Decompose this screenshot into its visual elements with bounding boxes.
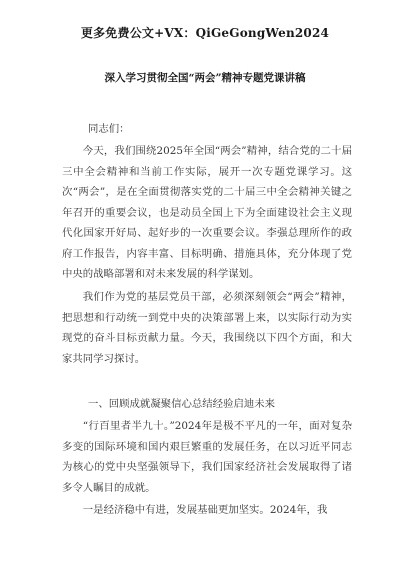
section-heading: 一、回顾成就凝聚信心总结经验启迪未来 bbox=[88, 398, 276, 410]
salutation: 同志们： bbox=[88, 123, 130, 135]
paragraph-4 bbox=[62, 500, 352, 521]
paragraph-3 bbox=[62, 416, 352, 498]
paragraph-1 bbox=[62, 141, 352, 285]
paragraph-2 bbox=[62, 287, 352, 369]
paragraph-text: “行百里者半九十。”2024年是极不平凡的一年，面对复杂多变的国际环境和国内艰巨繁重的发展任务，在以习近平同志为核心的党中央坚强领导下，我们国家经济社会发展取得了诸多令人瞩目的成就。 bbox=[62, 420, 352, 494]
paragraph-text: 今天，我们围绕2025年全国“两会”精神，结合党的二十届三中全会精神和当前工作实际，展开一次专题党课学习。这次“两会”，是在全面贯彻落实党的二十届三中全会精神关键之年召开的重要会议，也是动员全国上下为全面建设社会主义现代化国家开好局、起好步的一次重要会议。李强总理所作的政府工作报告，内容丰富、目标明确、措施具体，充分体现了党中央的战略部署和对未来发展的科学谋划。 bbox=[62, 145, 352, 280]
paragraph-text: 一是经济稳中有进，发展基础更加坚实。2024年，我 bbox=[82, 504, 328, 516]
document-title: 深入学习贯彻全国“两会”精神专题党课讲稿 bbox=[104, 72, 306, 84]
header-watermark: 更多免费公文+VX：QiGeGongWen2024 bbox=[80, 26, 330, 40]
paragraph-text: 我们作为党的基层党员干部，必须深刻领会“两会”精神，把思想和行动统一到党中央的决策部署上来，以实际行动为实现党的奋斗目标贡献力量。今天，我围绕以下四个方面，和大家共同学习探讨。 bbox=[62, 291, 352, 365]
